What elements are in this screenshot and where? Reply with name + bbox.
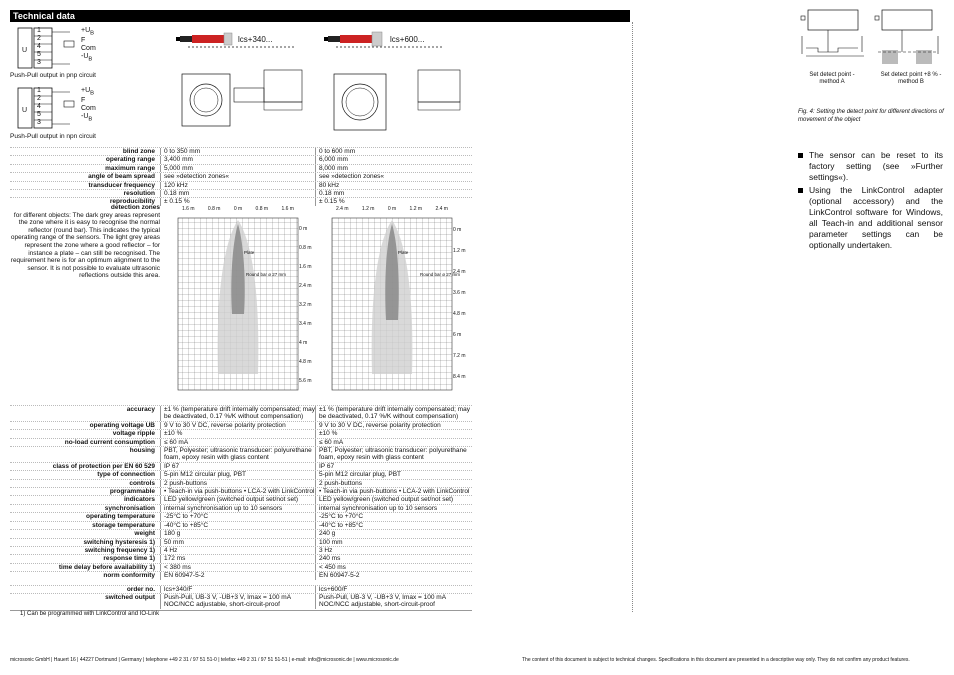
svg-text:U: U xyxy=(22,107,28,114)
pin-labels-npn: $+U_B$ F Com $-U_B$ xyxy=(81,87,96,123)
table-row: accuracy ±1 % (temperature drift internally compensated; may be deactivated, 0.17 %/K without compensation) ±1 % (temperature drift internally compensated; may be deactivated, 0.17 %/K without compensation) xyxy=(10,405,472,421)
table-row: indicators LED yellow/green (switched output set/not set) LED yellow/green (switched output set/not set) xyxy=(10,495,472,503)
method-a-label: Set detect point - method A xyxy=(809,72,855,85)
footer-address: microsonic GmbH | Hauert 16 | 44227 Dortmund | Germany | telephone +49 2 31 / 97 51 51-0 | telefax +49 2 31 / 97 51 51-51 | e-mail: info@microsonic.de | www.microsonic.de xyxy=(10,657,399,663)
table-row: weight 180 g 240 g xyxy=(10,529,472,537)
circuit-caption-npn: Push-Pull output in npn circuit xyxy=(10,133,96,140)
table-row: type of connection 5-pin M12 circular plug, PBT 5-pin M12 circular plug, PBT xyxy=(10,470,472,478)
table-row: order no. lcs+340/F lcs+600/F xyxy=(10,585,472,593)
chart2-bar-label: Round bar ø 27 mm xyxy=(420,272,461,277)
detect-point-diagram xyxy=(798,8,948,78)
table-row: switching hysteresis 1) 50 mm 100 mm xyxy=(10,538,472,546)
circuit-diagrams xyxy=(10,24,170,144)
product-drawings xyxy=(176,28,476,146)
table-row: operating temperature -25°C to +70°C -25°C to +70°C xyxy=(10,512,472,520)
circuit-caption-pnp: Push-Pull output in pnp circuit xyxy=(10,72,96,79)
chart1-right-ticks: 0 m 0.8 m 1.6 m 2.4 m 3.2 m 3.4 m 4 m 4.8 m 5.6 m xyxy=(299,226,312,384)
spec-table-bottom xyxy=(10,405,472,617)
section-title: Technical data xyxy=(10,10,630,22)
list-item: Using the LinkControl adapter (optional accessory) and the LinkControl software for Windows, all Teach-in and additional sensor parameter settings can be optionally undertaken. xyxy=(798,185,943,251)
pin-labels-pnp: $+U_B$ F Com $-U_B$ xyxy=(81,27,96,63)
chart2-right-ticks: 0 m 1.2 m 2.4 m 3.6 m 4.8 m 6 m 7.2 m 8.4 m xyxy=(453,227,466,380)
table-row: controls 2 push-buttons 2 push-buttons xyxy=(10,479,472,487)
detection-zones-description: detection zones for different objects: The dark grey areas represent the zone where it is easy to recognise the normal reflector (round bar). This indicates the typical operating range of the sensors. The light grey areas represent the zone where a good reflector – for instance a plate – can still be recognised. The requirement here is for an optimum alignment to the sensor. It is not possible to evaluate ultrasonic reflections outside this area. xyxy=(10,204,160,280)
table-row: response time 1) 172 ms 240 ms xyxy=(10,554,472,562)
pin-numbers-pnp: 1 2 4 5 3 xyxy=(37,27,41,66)
chart1-bar-label: Round bar ø 27 mm xyxy=(246,272,287,277)
model-name-340: lcs+340... xyxy=(238,35,273,44)
figure-caption: Fig. 4: Setting the detect point for different directions of movement of the object xyxy=(798,109,944,123)
table-row: blind zone 0 to 350 mm 0 to 600 mm xyxy=(10,147,472,155)
table-row: no-load current consumption ≤ 60 mA ≤ 60 mA xyxy=(10,438,472,446)
detection-zone-grids xyxy=(164,204,634,404)
notes-list xyxy=(798,150,943,253)
table-row: operating voltage UB 9 V to 30 V DC, reverse polarity protection 9 V to 30 V DC, reverse polarity protection xyxy=(10,421,472,429)
table-row: transducer frequency 120 kHz 80 kHz xyxy=(10,181,472,189)
footer-disclaimer: The content of this document is subject to technical changes. Specifications in this document are presented in a descriptive way only. They do not confirm any product features. xyxy=(522,657,910,663)
table-row: programmable • Teach-in via push-buttons • LCA-2 with LinkControl • Teach-in via push-buttons • LCA-2 with LinkControl xyxy=(10,487,472,495)
pin-numbers-npn: 1 2 4 5 3 xyxy=(37,87,41,126)
table-row: storage temperature -40°C to +85°C -40°C to +85°C xyxy=(10,521,472,529)
detect-point-figure xyxy=(798,8,948,88)
chart1-top-ticks: 1.6 m 0.8 m 0 m 0.8 m 1.6 m xyxy=(182,206,294,212)
detection-zone-charts xyxy=(164,204,634,404)
table-row: switched output Push-Pull, UB-3 V, -UB+3 V, Imax = 100 mA NOC/NCC adjustable, short-circuit-proof Push-Pull, UB-3 V, -UB+3 V, Imax = 100 mA NOC/NCC adjustable, short-circuit-proof xyxy=(10,593,472,609)
table-row: resolution 0.18 mm 0.18 mm xyxy=(10,189,472,197)
table-row: housing PBT, Polyester; ultrasonic transducer: polyurethane foam, epoxy resin with glass content PBT, Polyester; ultrasonic transducer: polyurethane foam, epoxy resin with glass content xyxy=(10,446,472,462)
table-row: time delay before availability 1) < 380 ms < 450 ms xyxy=(10,563,472,571)
svg-text:U: U xyxy=(22,47,28,54)
table-row: maximum range 5,000 mm 8,000 mm xyxy=(10,164,472,172)
list-item: The sensor can be reset to its factory setting (see »Further settings«). xyxy=(798,150,943,183)
table-row: class of protection per EN 60 529 IP 67 IP 67 xyxy=(10,462,472,470)
table-row: operating range 3,400 mm 6,000 mm xyxy=(10,155,472,163)
table-row: synchronisation internal synchronisation up to 10 sensors internal synchronisation up to 10 sensors xyxy=(10,504,472,512)
chart2-plate-label: Plate xyxy=(398,250,409,255)
chart2-top-ticks: 2.4 m 1.2 m 0 m 1.2 m 2.4 m xyxy=(336,206,448,212)
table-row: voltage ripple ±10 % ±10 % xyxy=(10,429,472,437)
table-row: switching frequency 1) 4 Hz 3 Hz xyxy=(10,546,472,554)
table-row: angle of beam spread see »detection zones« see »detection zones« xyxy=(10,172,472,180)
model-name-600: lcs+600... xyxy=(390,35,425,44)
spec-table-top xyxy=(10,147,472,206)
table-row: norm conformity EN 60947-5-2 EN 60947-5-2 xyxy=(10,571,472,579)
table-row: reproducibility ± 0.15 % ± 0.15 % xyxy=(10,197,472,205)
method-b-label: Set detect point +8 % - method B xyxy=(880,72,942,85)
sensor-illustrations xyxy=(176,28,476,146)
footnote: 1) Can be programmed with LinkControl and IO-Link xyxy=(10,610,472,617)
chart1-plate-label: Plate xyxy=(244,250,255,255)
